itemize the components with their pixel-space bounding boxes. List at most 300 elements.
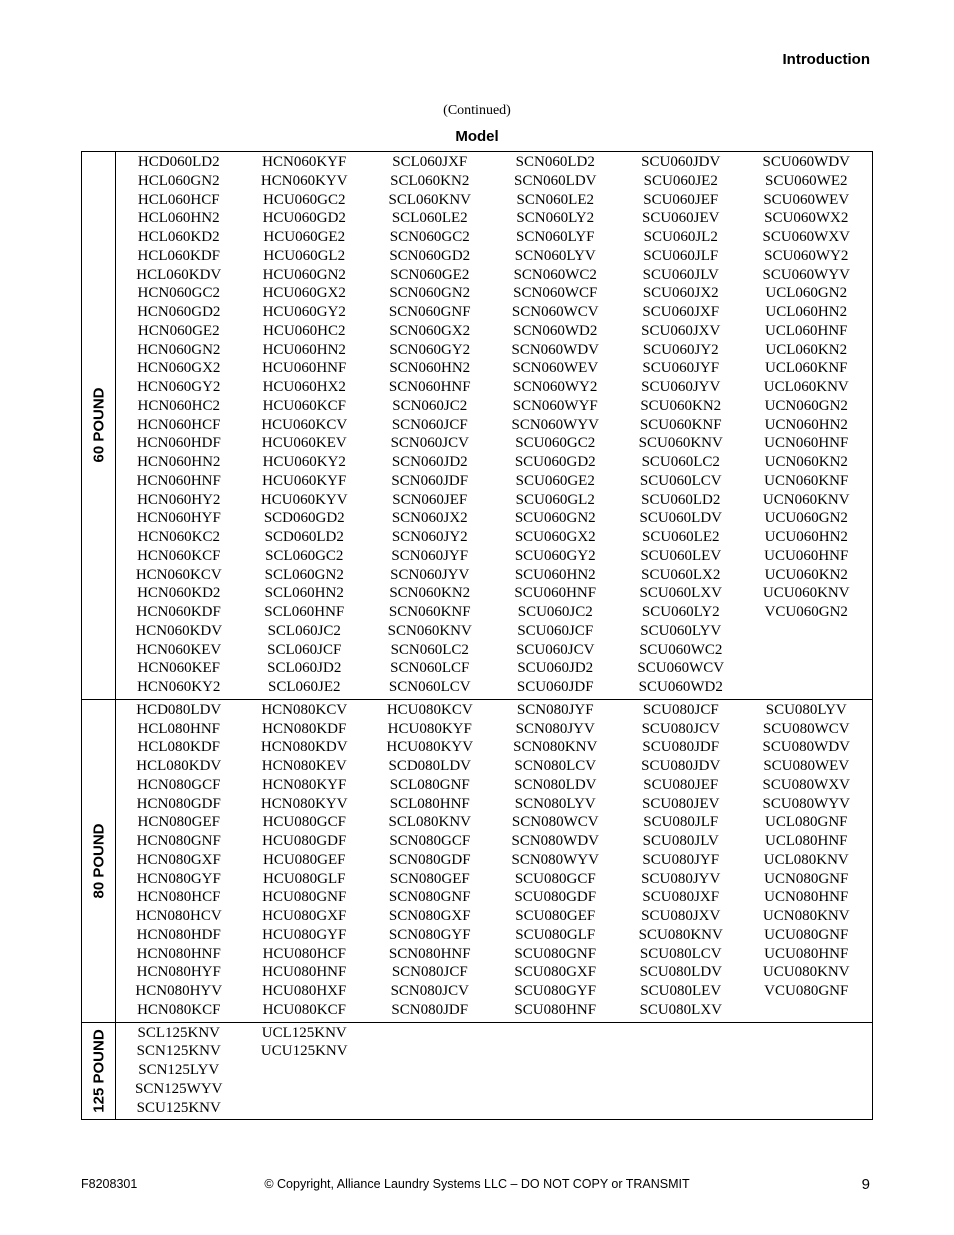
model-number: SCN060JD2 <box>391 454 468 470</box>
model-number: SCN060LY2 <box>516 210 595 227</box>
table-title: Model <box>455 128 499 145</box>
model-number: SCU080WXV <box>762 776 850 793</box>
model-number: SCU060KN2 <box>640 397 722 414</box>
model-number: UCU060HN2 <box>764 529 848 545</box>
model-number: HCN080HYF <box>136 964 221 981</box>
model-number: UCL060GN2 <box>765 285 848 302</box>
model-column <box>116 1024 242 1118</box>
copyright-notice: © Copyright, Alliance Laundry Systems LLC – DO NOT COPY or TRANSMIT <box>264 1177 690 1191</box>
model-number: SCN080KNV <box>513 739 598 756</box>
model-number: SCU060GE2 <box>515 472 595 489</box>
model-number: SCU080JLV <box>642 833 719 849</box>
model-number: SCL125KNV <box>137 1024 220 1041</box>
model-number: HCN060HN2 <box>137 454 221 470</box>
model-number: HCN080HCV <box>135 908 222 924</box>
model-number: HCU060KCV <box>261 416 348 433</box>
model-number: SCU080JYF <box>642 851 720 868</box>
model-number: HCU060GX2 <box>262 285 346 302</box>
model-number: SCL060KNV <box>388 191 471 208</box>
model-number: HCU080HCF <box>262 945 346 962</box>
model-number: UCL060KNV <box>763 379 849 395</box>
model-number: SCN060WY2 <box>513 379 598 395</box>
model-number: SCL080GNF <box>389 776 470 793</box>
model-number: SCU060JYF <box>642 360 720 377</box>
model-number: SCN060KN2 <box>389 585 471 602</box>
model-number: SCN125WYV <box>134 1080 223 1097</box>
model-number: UCU060KNV <box>762 585 850 602</box>
model-number: SCN060LE2 <box>516 191 594 208</box>
model-number: SCN080LCV <box>514 758 597 774</box>
continued-note: (Continued) <box>443 103 511 118</box>
model-number: HCU080KYF <box>387 720 472 737</box>
model-number: UCN060KN2 <box>764 454 848 470</box>
model-number: UCN060KNF <box>764 472 849 489</box>
model-number: SCU080WEV <box>763 758 850 774</box>
model-column <box>367 701 493 1020</box>
model-number: SCU060JE2 <box>643 172 718 189</box>
model-column <box>744 1024 870 1118</box>
model-number: SCD080LDV <box>388 758 471 774</box>
model-number: SCU060LDV <box>639 510 722 527</box>
model-number: SCU060JX2 <box>642 285 719 302</box>
model-number: SCN060WCF <box>513 285 598 302</box>
model-number: HCU060HC2 <box>262 322 346 339</box>
model-number: HCN080HCF <box>137 889 221 906</box>
model-number: SCU060JEF <box>643 191 719 208</box>
doc-number: F8208301 <box>81 1177 138 1191</box>
model-number: SCU080LYV <box>765 701 847 718</box>
model-number: SCU060JCV <box>516 641 595 658</box>
model-number: HCU060GL2 <box>263 247 346 264</box>
model-number: SCU060JCF <box>517 622 594 639</box>
model-number: HCN060GC2 <box>137 285 220 302</box>
model-number: SCN060GNF <box>388 304 471 320</box>
model-number: SCU060LE2 <box>641 529 720 545</box>
model-number: SCU060LX2 <box>641 566 721 583</box>
model-number: HCU060GY2 <box>262 304 346 320</box>
model-number: HCN060HDF <box>136 435 221 452</box>
model-number: SCU080JEF <box>643 776 719 793</box>
model-number: UCU060GN2 <box>764 510 848 527</box>
model-number: SCL080KNV <box>388 814 471 831</box>
model-grid <box>116 152 872 699</box>
model-number: SCN080GNF <box>388 889 471 906</box>
model-number: HCN080GXF <box>136 851 221 868</box>
model-number: UCU060HNF <box>764 547 849 564</box>
model-number: SCU080WDV <box>762 739 850 756</box>
model-number: UCL060HN2 <box>765 304 848 320</box>
model-number: HCN080GYF <box>136 870 221 887</box>
model-number: UCU060KN2 <box>764 566 848 583</box>
model-number: HCN080KCV <box>261 701 348 718</box>
model-grid <box>116 700 872 1022</box>
model-number: SCU060WEV <box>763 191 850 208</box>
model-number: SCN060JEF <box>392 491 468 508</box>
model-column <box>493 701 619 1020</box>
model-list-cell <box>116 152 873 700</box>
model-number: SCN080JCV <box>390 983 469 999</box>
model-number: SCN060WD2 <box>513 322 598 339</box>
model-number: HCU080GLF <box>262 870 346 887</box>
model-column <box>493 153 619 697</box>
model-number: SCU060LY2 <box>641 604 720 620</box>
model-number: HCN080KYF <box>262 776 347 793</box>
model-number: SCU080GEF <box>515 908 596 924</box>
model-number: SCU060WD2 <box>638 679 723 695</box>
model-number: HCN060KEF <box>137 660 220 677</box>
model-number: HCU080KCF <box>262 1001 346 1018</box>
model-number: UCN060HN2 <box>764 416 848 433</box>
model-number: SCU060LYV <box>640 622 722 639</box>
model-number: HCL060KDF <box>137 247 220 264</box>
model-column <box>618 1024 744 1118</box>
model-number: SCU060JDV <box>641 154 721 170</box>
model-number: SCU060KNF <box>639 416 722 433</box>
model-number: SCU080JCF <box>642 701 719 718</box>
model-number: SCL060JC2 <box>267 622 341 639</box>
model-number: SCN060JDF <box>391 472 469 489</box>
model-number: SCN125LYV <box>138 1062 220 1078</box>
model-number: SCN060JYV <box>390 566 470 583</box>
model-number: SCU080JEV <box>641 795 720 812</box>
model-number: SCN060JCF <box>391 416 468 433</box>
model-number: SCU060LEV <box>640 547 722 564</box>
model-column <box>744 153 870 697</box>
model-number: HCU080KYV <box>386 739 474 756</box>
model-number: UCU080HNF <box>764 945 849 962</box>
model-number: SCU060KNV <box>638 435 723 452</box>
model-number: HCN060KCF <box>137 547 221 564</box>
model-column <box>367 1024 493 1118</box>
model-number: HCL060GN2 <box>137 172 220 189</box>
model-number: HCL080HNF <box>137 720 220 737</box>
model-number: SCN060JC2 <box>392 397 468 414</box>
model-number: SCU080JXV <box>641 908 721 924</box>
model-number: SCU080GDF <box>514 889 597 906</box>
model-number: HCN080HNF <box>136 945 221 962</box>
model-number: HCL060HN2 <box>137 210 220 227</box>
model-number: SCL060LE2 <box>391 210 468 227</box>
model-number: SCU080JDV <box>641 758 721 774</box>
model-number: SCU060JLF <box>643 247 719 264</box>
model-number: HCU080GXF <box>262 908 347 924</box>
model-number: SCU060JLV <box>642 266 719 283</box>
model-number: SCU060JXV <box>641 322 721 339</box>
group-label: 60 POUND <box>90 387 107 463</box>
model-number: HCN080KYV <box>260 795 348 812</box>
model-number: HCN080HDF <box>136 926 221 943</box>
group-row <box>82 1022 873 1120</box>
model-number: SCL060JXF <box>392 154 468 170</box>
model-number: HCN060HC2 <box>137 397 220 414</box>
model-number: SCU060JDF <box>516 679 594 695</box>
model-number: SCU060WYV <box>762 266 850 283</box>
model-number: HCN060KYF <box>262 154 347 170</box>
model-number: HCU060KYV <box>260 491 348 508</box>
model-number: SCU060WY2 <box>764 247 849 264</box>
model-number: SCL060HN2 <box>264 585 344 602</box>
model-column <box>242 153 368 697</box>
model-number: HCD080LDV <box>136 701 222 718</box>
model-number: SCU060LXV <box>639 585 722 602</box>
model-number: SCN060LC2 <box>390 641 469 658</box>
model-number: SCN060KNV <box>387 622 472 639</box>
model-number: HCU060KEV <box>261 435 347 452</box>
model-number: HCU080GCF <box>262 814 346 831</box>
page-number: 9 <box>861 1176 870 1193</box>
model-column <box>744 701 870 1020</box>
model-number: SCN060LDV <box>513 172 597 189</box>
model-number: SCN080LYV <box>514 795 596 812</box>
model-number: SCN060HN2 <box>389 360 471 377</box>
model-number: SCU060GX2 <box>514 529 596 545</box>
model-number: SCU060HNF <box>514 585 597 602</box>
model-number: SCU080LEV <box>640 983 722 999</box>
model-number: SCL060HNF <box>264 604 345 620</box>
model-number: SCU060GC2 <box>515 435 596 452</box>
model-number: HCU060KYF <box>262 472 347 489</box>
model-number: HCN060KEV <box>136 641 222 658</box>
group-label: 125 POUND <box>90 1029 107 1113</box>
model-number: HCL060KD2 <box>137 229 220 245</box>
model-number: SCU080GNF <box>514 945 597 962</box>
model-number: HCU060HX2 <box>262 379 346 395</box>
model-number: UCU125KNV <box>260 1043 348 1060</box>
model-column <box>242 1024 368 1118</box>
model-number: HCL080KDV <box>136 758 222 774</box>
model-number: SCU060LD2 <box>641 491 721 508</box>
model-column <box>618 153 744 697</box>
model-number: HCU060KY2 <box>262 454 346 470</box>
model-number: SCU060JL2 <box>643 229 718 245</box>
model-number: UCN080HNF <box>764 889 849 906</box>
model-number: HCN060HNF <box>136 472 221 489</box>
model-number: SCU060HN2 <box>514 566 596 583</box>
model-list-cell <box>116 699 873 1022</box>
model-number: HCN080GEF <box>137 814 220 831</box>
model-number: UCL060KNF <box>764 360 848 377</box>
model-number: HCU080GNF <box>262 889 347 906</box>
model-number: UCN060GN2 <box>764 397 848 414</box>
model-number: SCU080GLF <box>515 926 596 943</box>
model-number: HCU060GE2 <box>263 229 346 245</box>
model-number: SCU060GN2 <box>514 510 596 527</box>
model-column <box>618 701 744 1020</box>
model-number: HCU060GN2 <box>262 266 346 283</box>
model-number: HCN060KD2 <box>137 585 221 602</box>
model-number: SCU125KNV <box>136 1099 221 1116</box>
model-number: SCN080GDF <box>388 851 471 868</box>
model-number: SCL060JE2 <box>267 679 341 695</box>
model-number: HCN080KEV <box>261 758 347 774</box>
model-number: UCL125KNV <box>261 1024 347 1041</box>
model-number: SCL060GC2 <box>265 547 344 564</box>
model-number: SCN080JYF <box>516 701 594 718</box>
model-number: HCU060GD2 <box>262 210 346 227</box>
model-column <box>493 1024 619 1118</box>
model-number: HCD060LD2 <box>137 154 220 170</box>
model-number: HCN060KC2 <box>137 529 220 545</box>
model-number: SCN060WCV <box>511 304 599 320</box>
model-number: SCN080GEF <box>389 870 470 887</box>
model-number: UCL060HNF <box>764 322 848 339</box>
model-number: SCN060WDV <box>511 341 599 358</box>
model-number: SCL060KN2 <box>390 172 470 189</box>
model-number: SCU060JYV <box>641 379 721 395</box>
model-number: SCU060JEV <box>641 210 720 227</box>
model-number: SCD060LD2 <box>264 529 344 545</box>
model-number: UCL080HNF <box>764 833 848 849</box>
model-number: SCN060JX2 <box>391 510 468 527</box>
model-number: SCN060JY2 <box>391 529 468 545</box>
model-table-body <box>82 152 873 1120</box>
model-number: SCU060WXV <box>762 229 850 245</box>
model-column <box>116 153 242 697</box>
model-number: SCU060JD2 <box>517 660 594 677</box>
model-number: HCN080KDV <box>260 739 348 756</box>
model-number: VCU060GN2 <box>764 604 848 620</box>
model-number: SCU060GL2 <box>515 491 595 508</box>
model-number: SCN060LYF <box>515 229 595 245</box>
model-number: SCN060JYF <box>391 547 469 564</box>
model-number: HCU080GEF <box>262 851 346 868</box>
model-number: SCU080HNF <box>514 1001 597 1018</box>
model-number: SCU060WC2 <box>639 641 723 658</box>
model-number: SCU080GCF <box>514 870 596 887</box>
model-number: UCN060HNF <box>764 435 849 452</box>
model-number: SCN060KNF <box>388 604 471 620</box>
model-number: HCN060KDF <box>136 604 221 620</box>
model-number: SCN060GE2 <box>390 266 470 283</box>
model-number: SCN060GX2 <box>389 322 471 339</box>
model-number: UCU080KNV <box>762 964 850 981</box>
model-number: SCU060WX2 <box>764 210 849 227</box>
model-column <box>242 701 368 1020</box>
model-number: HCU080HXF <box>262 983 347 999</box>
model-number: HCN080GNF <box>136 833 221 849</box>
model-number: HCN060GX2 <box>137 360 221 377</box>
model-number: SCD060GD2 <box>263 510 345 527</box>
model-number: SCN080JCF <box>391 964 468 981</box>
model-number: SCU080LXV <box>639 1001 722 1018</box>
model-number: UCL060KN2 <box>765 341 848 358</box>
model-number: SCN060GC2 <box>389 229 470 245</box>
model-number: SCU080GXF <box>514 964 597 981</box>
model-number: SCN125KNV <box>136 1043 221 1060</box>
model-number: SCU060JXF <box>642 304 720 320</box>
model-number: HCU060GC2 <box>262 191 346 208</box>
model-number: SCN060WEV <box>512 360 599 377</box>
group-label-cell <box>82 699 116 1022</box>
model-number: UCN060KNV <box>762 491 850 508</box>
model-number: HCU080GDF <box>262 833 347 849</box>
model-number: SCN080GCF <box>389 833 471 849</box>
model-number: HCU060KCF <box>262 397 346 414</box>
model-number: HCN060GY2 <box>137 379 221 395</box>
model-number: SCL060JCF <box>267 641 342 658</box>
model-number: SCU080JDF <box>642 739 720 756</box>
model-number: SCN060LYV <box>514 247 596 264</box>
model-number: HCN060KY2 <box>137 679 221 695</box>
model-number: SCU080JXF <box>642 889 720 906</box>
model-number: SCN060GN2 <box>389 285 471 302</box>
model-number: UCL080GNF <box>764 814 848 831</box>
model-number: SCU080LCV <box>639 945 722 962</box>
model-column <box>367 153 493 697</box>
model-number: SCU060GY2 <box>514 547 596 564</box>
model-number: SCN080WCV <box>511 814 599 831</box>
model-number: HCN080GCF <box>137 776 221 793</box>
model-number: HCN060GD2 <box>137 304 221 320</box>
model-number: SCN060GD2 <box>389 247 471 264</box>
model-number: SCU080JCV <box>641 720 720 737</box>
model-table <box>81 151 873 1120</box>
model-number: SCN080WYV <box>511 851 599 868</box>
model-number: SCU080LDV <box>639 964 722 981</box>
group-label-cell <box>82 1022 116 1120</box>
section-title: Introduction <box>782 51 870 68</box>
group-label-cell <box>82 152 116 700</box>
model-number: SCU080GYF <box>514 983 597 999</box>
model-number: SCN080GYF <box>388 926 471 943</box>
model-number: HCU080GYF <box>262 926 347 943</box>
model-number: SCN060JCV <box>390 435 469 452</box>
model-number: HCL080KDF <box>137 739 220 756</box>
model-number: HCN060KYV <box>260 172 348 189</box>
model-number: SCU060LCV <box>639 472 722 489</box>
model-number: SCU060JY2 <box>642 341 719 358</box>
model-number: SCU060JC2 <box>517 604 593 620</box>
model-number: SCU080KNV <box>638 926 723 943</box>
model-number: SCN080JYV <box>515 720 595 737</box>
model-number: SCN080GXF <box>388 908 471 924</box>
model-number: SCL060GN2 <box>264 566 344 583</box>
model-number: SCN060HNF <box>388 379 471 395</box>
model-number: SCU060GD2 <box>514 454 596 470</box>
model-grid <box>116 1023 872 1120</box>
model-number: HCU080HNF <box>262 964 347 981</box>
model-number: UCU080GNF <box>764 926 849 943</box>
model-number: SCU060WCV <box>637 660 725 677</box>
model-number: SCN080JDF <box>391 1001 469 1018</box>
model-number: SCU060LC2 <box>641 454 720 470</box>
model-number: SCU080WCV <box>762 720 850 737</box>
model-number: SCN080WDV <box>511 833 599 849</box>
model-number: SCU060WDV <box>762 154 850 170</box>
model-number: SCU060WE2 <box>765 172 848 189</box>
model-column <box>116 701 242 1020</box>
model-number: SCN080HNF <box>388 945 471 962</box>
group-row <box>82 699 873 1022</box>
model-number: SCL060JD2 <box>267 660 342 677</box>
model-number: HCN060KCV <box>135 566 222 583</box>
model-number: HCN080KDF <box>262 720 347 737</box>
model-number: HCN060HY2 <box>137 491 221 508</box>
model-number: HCN060GE2 <box>137 322 220 339</box>
model-number: SCN060GY2 <box>389 341 471 358</box>
model-number: HCN080HYV <box>135 983 223 999</box>
model-number: HCN080GDF <box>136 795 221 812</box>
model-number: SCL080HNF <box>389 795 470 812</box>
model-number: HCU080KCV <box>386 701 473 718</box>
model-number: UCL080KNV <box>763 851 849 868</box>
model-number: SCN060LD2 <box>515 154 595 170</box>
model-number: HCN060KDV <box>135 622 223 639</box>
group-label: 80 POUND <box>90 823 107 899</box>
model-number: VCU080GNF <box>764 983 849 999</box>
model-number: SCN060WYF <box>512 397 598 414</box>
model-number: HCN060GN2 <box>137 341 221 358</box>
